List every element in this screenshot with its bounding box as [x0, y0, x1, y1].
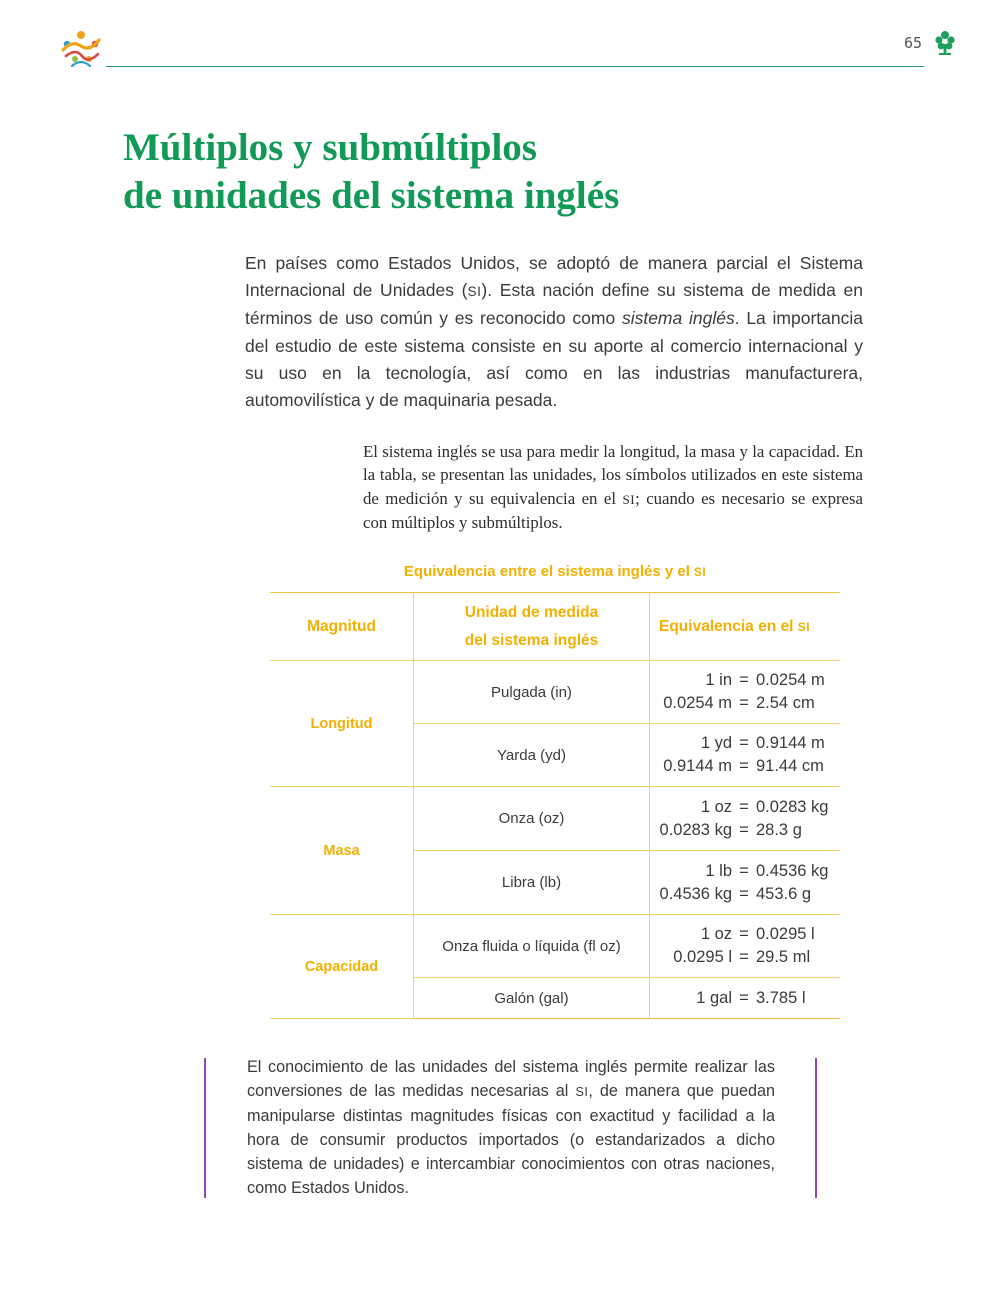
intro-emphasis: sistema inglés	[621, 308, 735, 329]
para2-text-2: ; cuando es necesario se expresa con múltiplos y submúltiplos.	[363, 488, 863, 532]
colorful-people-logo-icon	[58, 26, 104, 68]
left-accent-bar	[204, 1058, 206, 1198]
equals-sign: =	[739, 925, 749, 943]
equals-sign: =	[739, 694, 749, 712]
green-tree-icon	[934, 30, 956, 56]
table-caption	[270, 563, 840, 580]
magnitude-cell: Longitud	[270, 661, 414, 787]
equation-rhs: 29.5 ml	[756, 948, 811, 966]
table-row	[270, 787, 840, 851]
intro-text-3: . La importancia del estudio de este sistema consiste en su aporte al comercio internacional y su uso en la tecnología, así como en las industrias manufacturera, automovilística y de maquinaria pesada.	[245, 308, 863, 411]
closing-text-1: El conocimiento de las unidades del sistema inglés permite realizar las conversiones de las medidas necesarias al	[247, 1058, 775, 1100]
equation-rhs: 91.44 cm	[756, 757, 824, 775]
equation-line	[650, 819, 840, 842]
equation-line	[650, 883, 840, 906]
equation-line	[650, 796, 840, 819]
title-line-2: de unidades del sistema inglés	[123, 174, 620, 217]
equals-sign: =	[739, 797, 749, 816]
equivalence-cell	[650, 787, 841, 851]
equivalence-cell	[650, 851, 841, 915]
equals-sign: =	[739, 884, 749, 903]
equation-lhs: 1 oz	[700, 925, 732, 943]
magnitude-cell: Capacidad	[270, 915, 414, 1019]
equation-lhs: 0.4536 kg	[659, 884, 732, 903]
equivalence-cell	[650, 915, 841, 978]
equation-lhs: 1 in	[705, 671, 732, 689]
equation-rhs: 0.9144 m	[756, 734, 825, 752]
equation-lhs: 1 yd	[700, 734, 732, 752]
equation-line	[650, 692, 840, 715]
equation-line	[650, 732, 840, 755]
equation-rhs: 0.4536 kg	[756, 861, 829, 880]
header-unit	[414, 593, 650, 661]
systems-paragraph	[363, 440, 863, 534]
closing-paragraph	[247, 1056, 775, 1200]
unit-cell: Onza fluida o líquida (fl oz)	[414, 915, 650, 978]
title-line-1: Múltiplos y submúltiplos	[123, 126, 537, 169]
equation-line	[650, 946, 840, 969]
intro-text-1: En países como Estados Unidos, se adoptó de manera parcial el Sistema Internacional de Unidades (	[245, 253, 863, 301]
equals-sign: =	[739, 671, 749, 689]
header-equivalence-si: SI	[797, 619, 811, 634]
equivalence-cell	[650, 661, 841, 724]
equation-lhs: 1 oz	[700, 797, 732, 816]
header-unit-line-1: Unidad de medida	[464, 603, 599, 621]
equation-lhs: 0.0254 m	[663, 694, 732, 712]
equation-line	[650, 987, 840, 1010]
equals-sign: =	[739, 861, 749, 880]
equation-rhs: 3.785 l	[756, 988, 806, 1007]
equation-line	[650, 923, 840, 946]
equivalence-cell	[650, 724, 841, 787]
closing-text-2: , de manera que puedan manipularse distintas magnitudes físicas con exactitud y facilidad a la hora de consumir productos importados (o estandarizados a dicho sistema de unidades) e intercambiar conocimientos con otras naciones, como Estados Unidos.	[247, 1081, 775, 1197]
equals-sign: =	[739, 988, 749, 1007]
table-row	[270, 661, 840, 724]
magnitude-cell: Masa	[270, 787, 414, 915]
intro-text-2: ). Esta nación define su sistema de medida en términos de uso común y es reconocido como	[245, 280, 863, 329]
equals-sign: =	[739, 820, 749, 839]
table-row	[270, 915, 840, 978]
unit-cell: Onza (oz)	[414, 787, 650, 851]
para2-text-1: El sistema inglés se usa para medir la longitud, la masa y la capacidad. En la tabla, se presentan las unidades, los símbolos utilizados en este sistema de medición y su equivalencia en el	[363, 442, 863, 508]
intro-si-abbrev: SI	[467, 284, 482, 300]
equation-line	[650, 860, 840, 883]
unit-cell: Pulgada (in)	[414, 661, 650, 724]
equals-sign: =	[739, 948, 749, 966]
equation-lhs: 0.0283 kg	[659, 820, 732, 839]
unit-cell: Libra (lb)	[414, 851, 650, 915]
unit-cell: Galón (gal)	[414, 978, 650, 1019]
header-equivalence-text: Equivalencia en el	[659, 617, 798, 635]
closing-si-abbrev: SI	[575, 1084, 589, 1099]
equation-rhs: 0.0295 l	[756, 925, 815, 943]
equals-sign: =	[739, 757, 749, 775]
intro-paragraph	[245, 250, 863, 414]
equation-line	[650, 669, 840, 692]
table-header-row	[270, 593, 840, 661]
page-title	[123, 124, 619, 220]
right-accent-bar	[815, 1058, 817, 1198]
equation-rhs: 2.54 cm	[756, 694, 815, 712]
header-equivalence	[650, 593, 841, 661]
equation-rhs: 0.0283 kg	[756, 797, 829, 816]
equation-line	[650, 755, 840, 778]
equation-rhs: 453.6 g	[756, 884, 812, 903]
equation-rhs: 0.0254 m	[756, 671, 825, 689]
caption-text: Equivalencia entre el sistema inglés y el	[403, 563, 695, 580]
equation-rhs: 28.3 g	[756, 820, 802, 839]
equation-lhs: 1 gal	[696, 988, 732, 1007]
header-unit-line-2: del sistema inglés	[464, 631, 599, 649]
caption-si-abbrev: SI	[694, 566, 707, 579]
header-rule	[106, 66, 924, 67]
equivalence-cell	[650, 978, 841, 1019]
equivalence-table	[270, 592, 840, 1019]
header-magnitude: Magnitud	[270, 593, 414, 661]
equation-lhs: 1 lb	[705, 861, 732, 880]
equals-sign: =	[739, 734, 749, 752]
unit-cell: Yarda (yd)	[414, 724, 650, 787]
equation-lhs: 0.9144 m	[663, 757, 732, 775]
page-number: 65	[904, 34, 923, 52]
equation-lhs: 0.0295 l	[673, 948, 732, 966]
para2-si-abbrev: SI	[622, 491, 636, 507]
